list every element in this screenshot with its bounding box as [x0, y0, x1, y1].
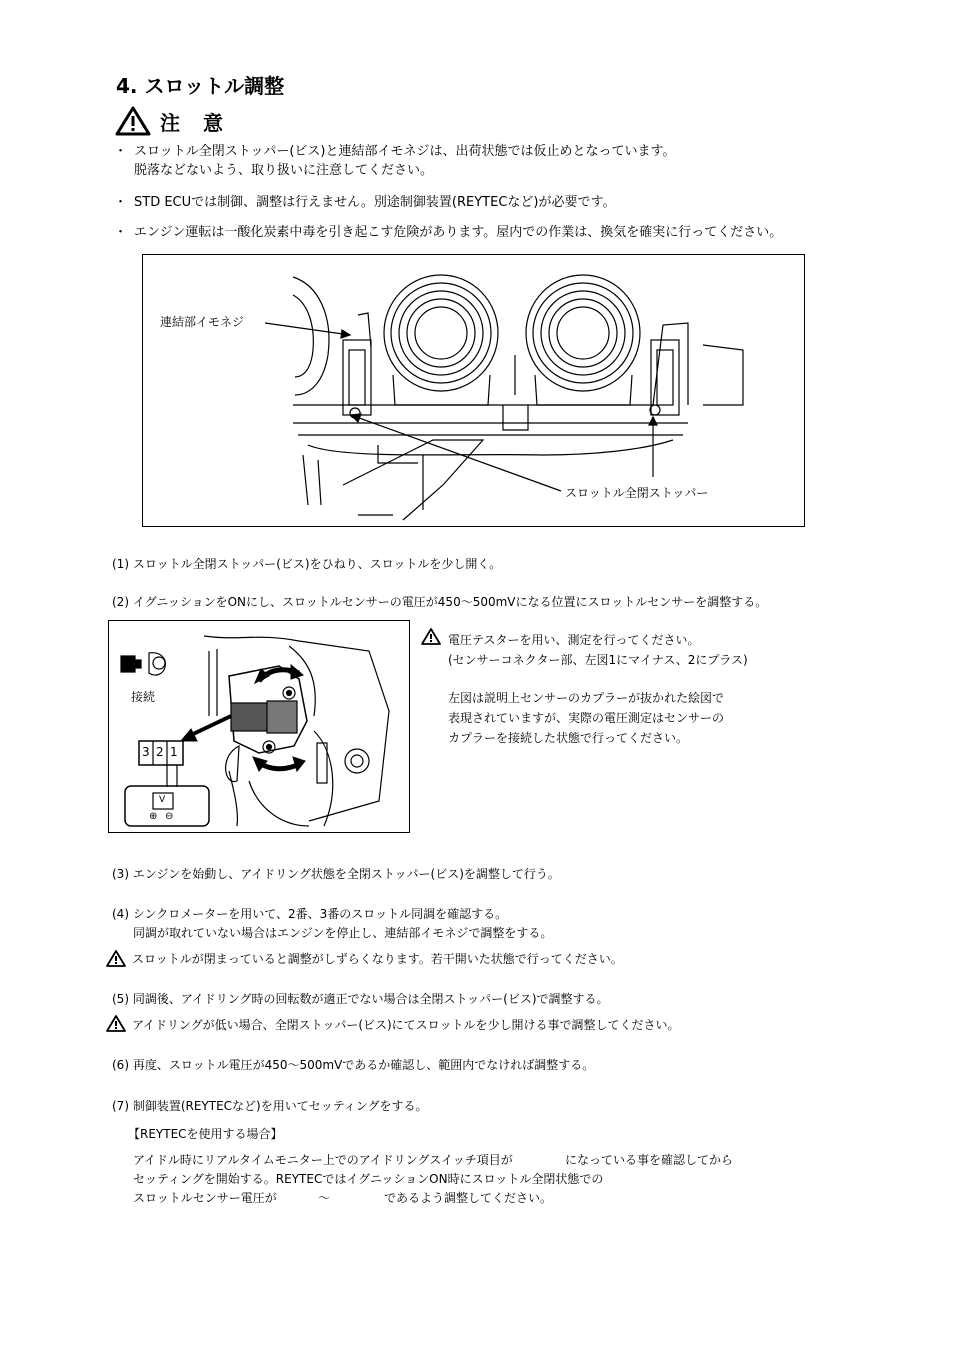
pin-3: 3 — [142, 745, 150, 759]
voltmeter-label: V — [159, 795, 166, 805]
throttle-sensor-illustration — [109, 621, 409, 831]
tester-note-line1: 電圧テスターを用い、測定を行ってください。 — [448, 633, 700, 647]
label-full-close-stopper: スロットル全閉ストッパー — [565, 486, 709, 500]
step-3: (3) エンジンを始動し、アイドリング状態を全閉ストッパー(ビス)を調整して行う。 — [112, 867, 560, 881]
reytec-line3c: であるよう調整してください。 — [384, 1191, 553, 1205]
bullet-marker: ・ — [114, 225, 128, 240]
label-coupling-setscrew: 連結部イモネジ — [160, 315, 245, 329]
step-5: (5) 同調後、アイドリング時の回転数が適正でない場合は全閉ストッパー(ビス)で調整する。 — [112, 992, 609, 1006]
pin-1: 1 — [170, 745, 178, 759]
caution-item-1-line2: 脱落などないよう、取り扱いに注意してください。 — [134, 163, 434, 178]
bullet-marker: ・ — [114, 144, 128, 159]
bullet-marker: ・ — [114, 195, 128, 210]
pin-2: 2 — [156, 745, 164, 759]
reytec-line1a: アイドル時にリアルタイムモニター上でのアイドリングスイッチ項目が — [133, 1153, 513, 1167]
throttle-sensor-figure — [108, 620, 410, 833]
step-5-warning: アイドリングが低い場合、全閉ストッパー(ビス)にてスロットルを少し開ける事で調整してください。 — [132, 1018, 680, 1032]
caution-item-2: STD ECUでは制御、調整は行えません。別途制御装置(REYTECなど)が必要です。 — [134, 195, 616, 210]
reytec-heading: 【REYTECを使用する場合】 — [128, 1127, 283, 1141]
reytec-line2: セッティングを開始する。REYTECではイグニッションON時にスロットル全閉状態での — [133, 1172, 604, 1186]
reytec-line3b: ～ — [318, 1191, 331, 1205]
tester-note-line4: 表現されていますが、実際の電圧測定はセンサーの — [448, 711, 725, 725]
tester-note-line5: カプラーを接続した状態で行ってください。 — [448, 731, 689, 745]
step-4-line2: 同調が取れていない場合はエンジンを停止し、連結部イモネジで調整をする。 — [133, 926, 553, 940]
caution-item-3: エンジン運転は一酸化炭素中毒を引き起こす危険があります。屋内での作業は、換気を確実に行ってください。 — [134, 225, 783, 240]
step-4-line1: (4) シンクロメーターを用いて、2番、3番のスロットル同調を確認する。 — [112, 907, 508, 921]
label-connect: 接続 — [131, 690, 156, 704]
reytec-line1b: になっている事を確認してから — [565, 1153, 734, 1167]
page-title: 4. スロットル調整 — [116, 74, 285, 98]
caution-item-1-line1: スロットル全閉ストッパー(ビス)と連結部イモネジは、出荷状態では仮止めとなっています。 — [134, 144, 676, 159]
warning-icon — [115, 106, 151, 136]
caution-label: 注 意 — [160, 111, 231, 135]
step-1: (1) スロットル全閉ストッパー(ビス)をひねり、スロットルを少し開く。 — [112, 557, 502, 571]
step-6: (6) 再度、スロットル電圧が450～500mVであるか確認し、範囲内でなければ調整する。 — [112, 1058, 595, 1072]
reytec-line3a: スロットルセンサー電圧が — [133, 1191, 277, 1205]
warning-icon — [421, 628, 441, 645]
minus-terminal: ⊖ — [165, 811, 174, 822]
warning-icon — [106, 1015, 126, 1032]
plus-terminal: ⊕ — [149, 811, 158, 822]
step-4-warning: スロットルが閉まっていると調整がしずらくなります。若干開いた状態で行ってください。 — [132, 952, 623, 966]
tester-note-line3: 左図は説明上センサーのカプラーが抜かれた絵図で — [448, 691, 725, 705]
tester-note-line2: (センサーコネクター部、左図1にマイナス、2にプラス) — [448, 653, 748, 667]
step-2: (2) イグニッションをONにし、スロットルセンサーの電圧が450～500mVになる位置にスロットルセンサーを調整する。 — [112, 595, 768, 609]
warning-icon — [106, 950, 126, 967]
throttle-body-figure — [142, 254, 805, 527]
step-7: (7) 制御装置(REYTECなど)を用いてセッティングをする。 — [112, 1099, 428, 1113]
